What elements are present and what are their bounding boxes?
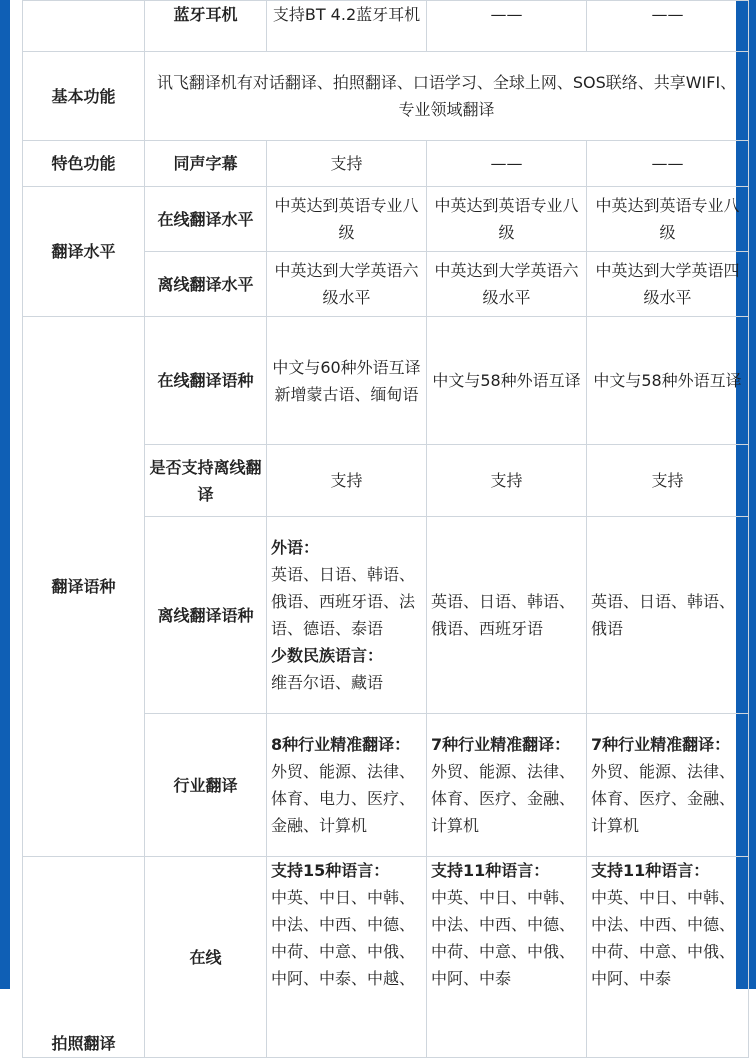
- value-cell: [427, 714, 587, 857]
- value-text: 英语、日语、韩语、俄语、西班牙语、法语、德语、泰语: [271, 565, 416, 638]
- value-cell: 中文与58种外语互译: [587, 317, 749, 445]
- value-cell: ——: [427, 1, 587, 52]
- value-text: 外贸、能源、法律、体育、医疗、金融、计算机: [591, 762, 736, 835]
- value-cell: 支持: [267, 141, 427, 187]
- value-heading: 支持15种语言：: [271, 861, 390, 880]
- category-label: 特色功能: [23, 141, 145, 187]
- table-row: [23, 52, 749, 141]
- value-cell: 支持: [267, 445, 427, 517]
- table-row: [23, 1, 749, 52]
- value-cell: 英语、日语、韩语、俄语、西班牙语: [427, 517, 587, 714]
- value-cell: 讯飞翻译机有对话翻译、拍照翻译、口语学习、全球上网、SOS联络、共享WIFI、专业领域翻译: [145, 52, 749, 141]
- table-row: [23, 317, 749, 445]
- row-label: 离线翻译水平: [145, 252, 267, 317]
- value-cell: [267, 714, 427, 857]
- value-text: 中英、中日、中韩、中法、中西、中德、中荷、中意、中俄、中阿、中泰: [591, 888, 736, 988]
- value-heading: 7种行业精准翻译：: [431, 735, 571, 754]
- table-row: [23, 187, 749, 252]
- spec-comparison-table: [22, 0, 749, 1058]
- value-text: 外贸、能源、法律、体育、电力、医疗、金融、计算机: [271, 762, 416, 835]
- row-label: 蓝牙耳机: [145, 1, 267, 52]
- category-cell-empty: [23, 1, 145, 52]
- value-cell: [587, 714, 749, 857]
- value-cell: [267, 517, 427, 714]
- row-label: 离线翻译语种: [145, 517, 267, 714]
- value-cell: 英语、日语、韩语、俄语: [587, 517, 749, 714]
- value-cell: 中文与58种外语互译: [427, 317, 587, 445]
- value-cell: [427, 857, 587, 1058]
- row-label: 行业翻译: [145, 714, 267, 857]
- value-line: 新增蒙古语、缅甸语: [274, 384, 419, 404]
- value-cell: [267, 317, 427, 445]
- category-label: 拍照翻译: [23, 857, 145, 1058]
- value-heading: 7种行业精准翻译：: [591, 735, 731, 754]
- category-label: 翻译水平: [23, 187, 145, 317]
- value-cell: ——: [587, 1, 749, 52]
- value-cell: ——: [427, 141, 587, 187]
- table-row: [23, 141, 749, 187]
- value-heading: 支持11种语言：: [431, 861, 550, 880]
- value-cell: [587, 857, 749, 1058]
- category-label: 翻译语种: [23, 317, 145, 857]
- value-cell: ——: [587, 141, 749, 187]
- value-line: 中文与60种外语互译: [272, 357, 421, 377]
- value-text: 中英、中日、中韩、中法、中西、中德、中荷、中意、中俄、中阿、中泰、中越、: [271, 888, 416, 988]
- value-heading: 8种行业精准翻译：: [271, 735, 411, 754]
- row-label: 在线翻译水平: [145, 187, 267, 252]
- value-text: 外贸、能源、法律、体育、医疗、金融、计算机: [431, 762, 576, 835]
- value-cell: 支持: [587, 445, 749, 517]
- value-cell: [267, 857, 427, 1058]
- value-heading: 支持11种语言：: [591, 861, 710, 880]
- value-text: 中英、中日、中韩、中法、中西、中德、中荷、中意、中俄、中阿、中泰: [431, 888, 576, 988]
- value-cell: 中英达到大学英语四级水平: [587, 252, 749, 317]
- spec-sheet: [10, 0, 742, 1053]
- value-cell: 支持: [427, 445, 587, 517]
- value-cell: 中英达到大学英语六级水平: [267, 252, 427, 317]
- value-text: 维吾尔语、藏语: [271, 673, 384, 692]
- row-label: 同声字幕: [145, 141, 267, 187]
- value-heading: 外语：: [271, 538, 320, 557]
- category-label: 基本功能: [23, 52, 145, 141]
- row-label: 在线翻译语种: [145, 317, 267, 445]
- value-cell: 中英达到英语专业八级: [267, 187, 427, 252]
- value-cell: 支持BT 4.2蓝牙耳机: [267, 1, 427, 52]
- row-label: 在线: [145, 857, 267, 1058]
- value-cell: 中英达到大学英语六级水平: [427, 252, 587, 317]
- value-cell: 中英达到英语专业八级: [427, 187, 587, 252]
- value-cell: 中英达到英语专业八级: [587, 187, 749, 252]
- table-row: [23, 857, 749, 1058]
- row-label: 是否支持离线翻译: [145, 445, 267, 517]
- value-heading: 少数民族语言：: [271, 646, 384, 665]
